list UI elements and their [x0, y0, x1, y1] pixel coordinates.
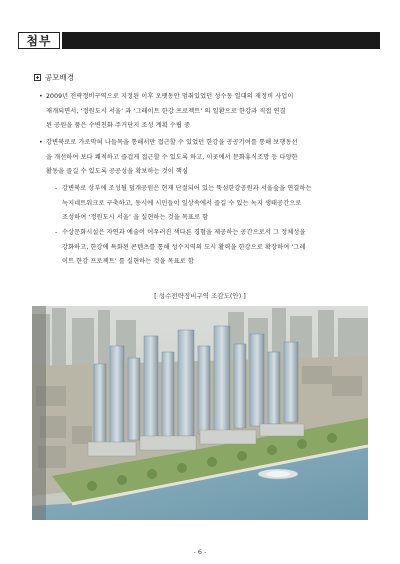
text-line: 강변북로 상부에 조성될 덮개공원은 현재 단절되어 있는 뚝섬한강공원과 서울숲을 연결하는	[62, 185, 312, 192]
paragraph-background-2	[39, 136, 366, 180]
text-line: 녹지네트워크로 구축하고, 동시에 시민들이 일상속에서 즐길 수 있는 녹지 생태공간으로	[62, 199, 302, 207]
paragraph-cover-park	[55, 182, 367, 226]
section-heading	[34, 72, 74, 83]
text-line: 된 공원을 품은 수변친화 주거단지 조성 계획 수립 중	[46, 122, 191, 129]
section-title: 공모배경	[45, 73, 74, 82]
plus-box-icon	[34, 74, 41, 81]
text-line: 2009년 전략정비구역으로 지정된 이후 오랫동안 멈춰있었던 성수동 일대의 재정비 사업이	[46, 93, 294, 100]
bullet-mark: •	[39, 93, 43, 100]
text-line: 강화하고, 한강에 특화된 콘텐츠를 통해 성수지역의 도시 활력을 한강으로 확장하여 ‘그레	[62, 243, 306, 251]
text-line: 재개되면서, ‘정원도시 서울’ 과 ‘그레이트 한강 프로젝트’ 의 일환으로 한강과 직접 연결	[46, 107, 286, 115]
bullet-mark: •	[39, 139, 43, 146]
paragraph-background-1	[39, 90, 366, 134]
dash-mark: -	[55, 229, 58, 236]
attachment-header	[18, 32, 380, 49]
page-number: - 6 -	[193, 548, 207, 556]
text-line: 조성하여 ‘정원도시 서울’ 을 실현하는 것을 목표로 함	[62, 214, 209, 221]
aerial-view-illustration	[32, 306, 368, 520]
text-line: 수상문화시설은 자연과 예술이 어우러진 색다른 경험을 제공하는 공간으로서 그 정체성을	[62, 229, 306, 236]
text-line: 을 개선하여 보다 쾌적하고 즐겁게 접근할 수 있도록 하고, 이곳에서 문화휴식조망 등 다양한	[46, 153, 298, 161]
header-bar	[62, 32, 380, 49]
paragraph-water-culture	[55, 226, 367, 270]
attachment-tag: 첨부	[18, 32, 60, 49]
dash-mark: -	[55, 185, 58, 192]
text-line: 강변북로로 가로막혀 나들목을 통해서만 접근할 수 있었던 한강을 공공기여를 통해 보행동선	[46, 139, 298, 146]
aerial-rendering-image	[32, 306, 368, 520]
text-line: 활동을 즐길 수 있도록 공공성을 확보하는 것이 핵심	[46, 168, 189, 175]
text-line: 이트 한강 프로젝트’ 를 실현하는 것을 목표로 함	[62, 258, 194, 265]
figure-caption: [ 성수전략정비구역 조감도(안) ]	[154, 292, 246, 300]
